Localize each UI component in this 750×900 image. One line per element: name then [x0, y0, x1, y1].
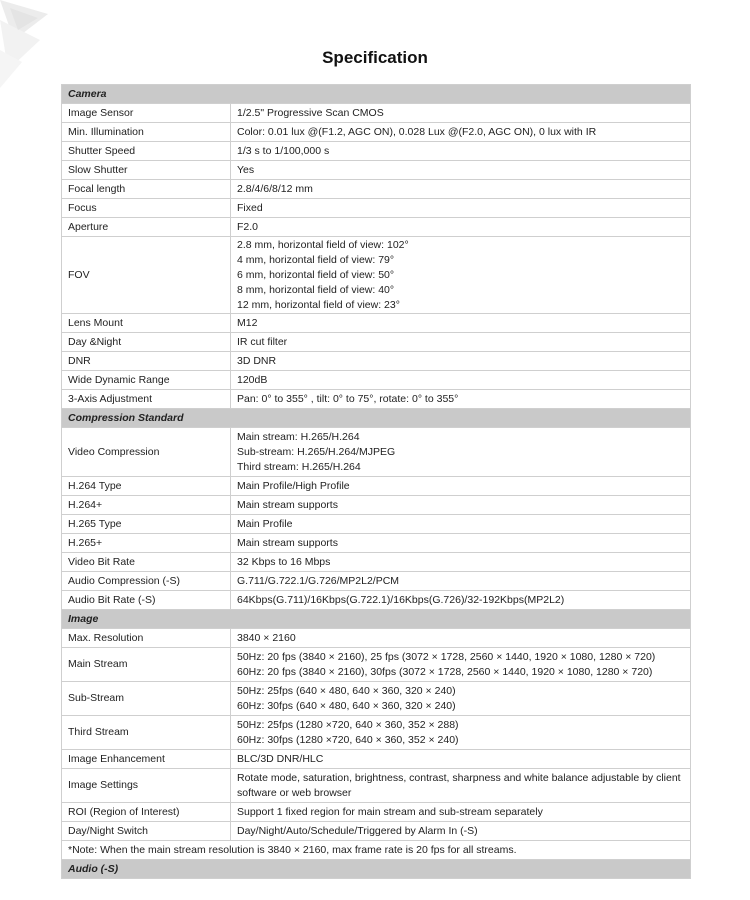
spec-value-line: 60Hz: 30fps (640 × 480, 640 × 360, 320 × 240)	[237, 699, 456, 712]
spec-value-line: Day/Night/Auto/Schedule/Triggered by Alarm In (-S)	[237, 824, 478, 837]
spec-row	[62, 199, 691, 218]
spec-label: Focus	[62, 199, 231, 218]
corner-decoration-graphic	[0, 0, 60, 90]
note-row	[62, 841, 691, 860]
spec-row	[62, 572, 691, 591]
spec-label: Slow Shutter	[62, 161, 231, 180]
spec-value	[231, 428, 691, 477]
spec-value	[231, 534, 691, 553]
spec-row	[62, 769, 691, 803]
spec-value-line: 2.8/4/6/8/12 mm	[237, 182, 313, 195]
spec-row	[62, 142, 691, 161]
spec-value-line: Rotate mode, saturation, brightness, contrast, sharpness and white balance adjustable by client software or web browser	[237, 771, 681, 799]
spec-value-line: Main Profile/High Profile	[237, 479, 350, 492]
spec-value-line: 50Hz: 25fps (640 × 480, 640 × 360, 320 × 240)	[237, 684, 456, 697]
spec-value-line: Main stream: H.265/H.264	[237, 430, 360, 443]
spec-value-line: 4 mm, horizontal field of view: 79°	[237, 253, 395, 266]
spec-value-line: Third stream: H.265/H.264	[237, 460, 361, 473]
spec-value-line: 50Hz: 25fps (1280 ×720, 640 × 360, 352 × 288)	[237, 718, 459, 731]
spec-value-line: 12 mm, horizontal field of view: 23°	[237, 298, 400, 311]
spec-row	[62, 716, 691, 750]
spec-value-line: G.711/G.722.1/G.726/MP2L2/PCM	[237, 574, 400, 587]
spec-value	[231, 572, 691, 591]
spec-value	[231, 333, 691, 352]
spec-value	[231, 142, 691, 161]
spec-value-line: 1/3 s to 1/100,000 s	[237, 144, 330, 157]
spec-label: Video Compression	[62, 428, 231, 477]
spec-value-line: Pan: 0° to 355° , tilt: 0° to 75°, rotate: 0° to 355°	[237, 392, 459, 405]
section-label: Audio (-S)	[62, 860, 691, 879]
spec-value-line: Support 1 fixed region for main stream and sub-stream separately	[237, 805, 543, 818]
page-title: Specification	[322, 48, 428, 67]
section-header-audio	[62, 860, 691, 879]
spec-value-line: 60Hz: 20 fps (3840 × 2160), 30fps (3072 × 1728, 2560 × 1440, 1920 × 1080, 1280 × 720)	[237, 665, 653, 678]
spec-value-line: F2.0	[237, 220, 259, 233]
spec-value	[231, 803, 691, 822]
spec-value-line: Fixed	[237, 201, 263, 214]
spec-value-line: Sub-stream: H.265/H.264/MJPEG	[237, 445, 396, 458]
spec-value	[231, 629, 691, 648]
spec-label: Wide Dynamic Range	[62, 371, 231, 390]
spec-row	[62, 314, 691, 333]
note-text: *Note: When the main stream resolution is 3840 × 2160, max frame rate is 20 fps for all streams.	[62, 841, 691, 860]
spec-row	[62, 682, 691, 716]
section-label: Camera	[62, 85, 691, 104]
spec-row	[62, 534, 691, 553]
spec-row	[62, 803, 691, 822]
spec-value-line: 1/2.5" Progressive Scan CMOS	[237, 106, 384, 119]
spec-label: Video Bit Rate	[62, 553, 231, 572]
spec-value-line: 2.8 mm, horizontal field of view: 102°	[237, 238, 409, 251]
spec-label: Audio Compression (-S)	[62, 572, 231, 591]
spec-row	[62, 180, 691, 199]
spec-label: DNR	[62, 352, 231, 371]
spec-value-line: M12	[237, 316, 258, 329]
spec-row	[62, 390, 691, 409]
spec-row	[62, 496, 691, 515]
spec-value	[231, 553, 691, 572]
spec-row	[62, 161, 691, 180]
section-label: Image	[62, 610, 691, 629]
spec-value-line: Yes	[237, 163, 255, 176]
spec-label: Image Enhancement	[62, 750, 231, 769]
spec-label: Third Stream	[62, 716, 231, 750]
spec-value	[231, 477, 691, 496]
spec-value	[231, 180, 691, 199]
spec-value	[231, 769, 691, 803]
spec-label: Max. Resolution	[62, 629, 231, 648]
spec-value	[231, 515, 691, 534]
spec-value-line: Main Profile	[237, 517, 293, 530]
spec-value	[231, 716, 691, 750]
spec-value	[231, 314, 691, 333]
spec-value	[231, 822, 691, 841]
specification-table	[61, 84, 691, 879]
spec-value	[231, 648, 691, 682]
spec-value-line: 6 mm, horizontal field of view: 50°	[237, 268, 395, 281]
spec-label: ROI (Region of Interest)	[62, 803, 231, 822]
spec-value-line: BLC/3D DNR/HLC	[237, 752, 324, 765]
spec-value-line: 60Hz: 30fps (1280 ×720, 640 × 360, 352 × 240)	[237, 733, 459, 746]
section-header-compression	[62, 409, 691, 428]
spec-row	[62, 629, 691, 648]
spec-value	[231, 390, 691, 409]
spec-value-line: Color: 0.01 lux @(F1.2, AGC ON), 0.028 Lux @(F2.0, AGC ON), 0 lux with IR	[237, 125, 597, 138]
spec-label: Lens Mount	[62, 314, 231, 333]
spec-value	[231, 591, 691, 610]
spec-label: Min. Illumination	[62, 123, 231, 142]
spec-value-line: 3840 × 2160	[237, 631, 296, 644]
spec-label: Image Sensor	[62, 104, 231, 123]
section-header-camera	[62, 85, 691, 104]
spec-value	[231, 199, 691, 218]
spec-row	[62, 515, 691, 534]
spec-label: Aperture	[62, 218, 231, 237]
spec-label: H.265+	[62, 534, 231, 553]
spec-row	[62, 123, 691, 142]
section-label: Compression Standard	[62, 409, 691, 428]
spec-label: Shutter Speed	[62, 142, 231, 161]
spec-row	[62, 591, 691, 610]
spec-row	[62, 218, 691, 237]
spec-row	[62, 648, 691, 682]
spec-value-line: 3D DNR	[237, 354, 277, 367]
spec-row	[62, 237, 691, 314]
spec-value-line: 8 mm, horizontal field of view: 40°	[237, 283, 395, 296]
spec-value	[231, 496, 691, 515]
spec-value	[231, 161, 691, 180]
spec-row	[62, 750, 691, 769]
spec-label: FOV	[62, 237, 231, 314]
spec-value	[231, 750, 691, 769]
spec-row	[62, 352, 691, 371]
spec-row	[62, 104, 691, 123]
spec-row	[62, 553, 691, 572]
spec-label: Sub-Stream	[62, 682, 231, 716]
spec-label: Main Stream	[62, 648, 231, 682]
spec-value-line: IR cut filter	[237, 335, 288, 348]
spec-row	[62, 371, 691, 390]
spec-value	[231, 123, 691, 142]
spec-value	[231, 352, 691, 371]
spec-value-line: 120dB	[237, 373, 268, 386]
spec-value	[231, 371, 691, 390]
spec-value	[231, 104, 691, 123]
spec-label: Audio Bit Rate (-S)	[62, 591, 231, 610]
spec-label: H.264+	[62, 496, 231, 515]
spec-label: Focal length	[62, 180, 231, 199]
spec-label: Day &Night	[62, 333, 231, 352]
spec-row	[62, 822, 691, 841]
spec-value-line: Main stream supports	[237, 536, 338, 549]
spec-label: Day/Night Switch	[62, 822, 231, 841]
spec-row	[62, 333, 691, 352]
spec-value-line: 64Kbps(G.711)/16Kbps(G.722.1)/16Kbps(G.726)/32-192Kbps(MP2L2)	[237, 593, 565, 606]
section-header-image	[62, 610, 691, 629]
spec-value-line: 32 Kbps to 16 Mbps	[237, 555, 331, 568]
spec-value	[231, 218, 691, 237]
spec-label: Image Settings	[62, 769, 231, 803]
spec-label: 3-Axis Adjustment	[62, 390, 231, 409]
spec-label: H.265 Type	[62, 515, 231, 534]
spec-value	[231, 682, 691, 716]
spec-row	[62, 477, 691, 496]
spec-row	[62, 428, 691, 477]
spec-label: H.264 Type	[62, 477, 231, 496]
spec-value-line: 50Hz: 20 fps (3840 × 2160), 25 fps (3072 × 1728, 2560 × 1440, 1920 × 1080, 1280 × 720)	[237, 650, 656, 663]
spec-value-line: Main stream supports	[237, 498, 338, 511]
spec-value	[231, 237, 691, 314]
